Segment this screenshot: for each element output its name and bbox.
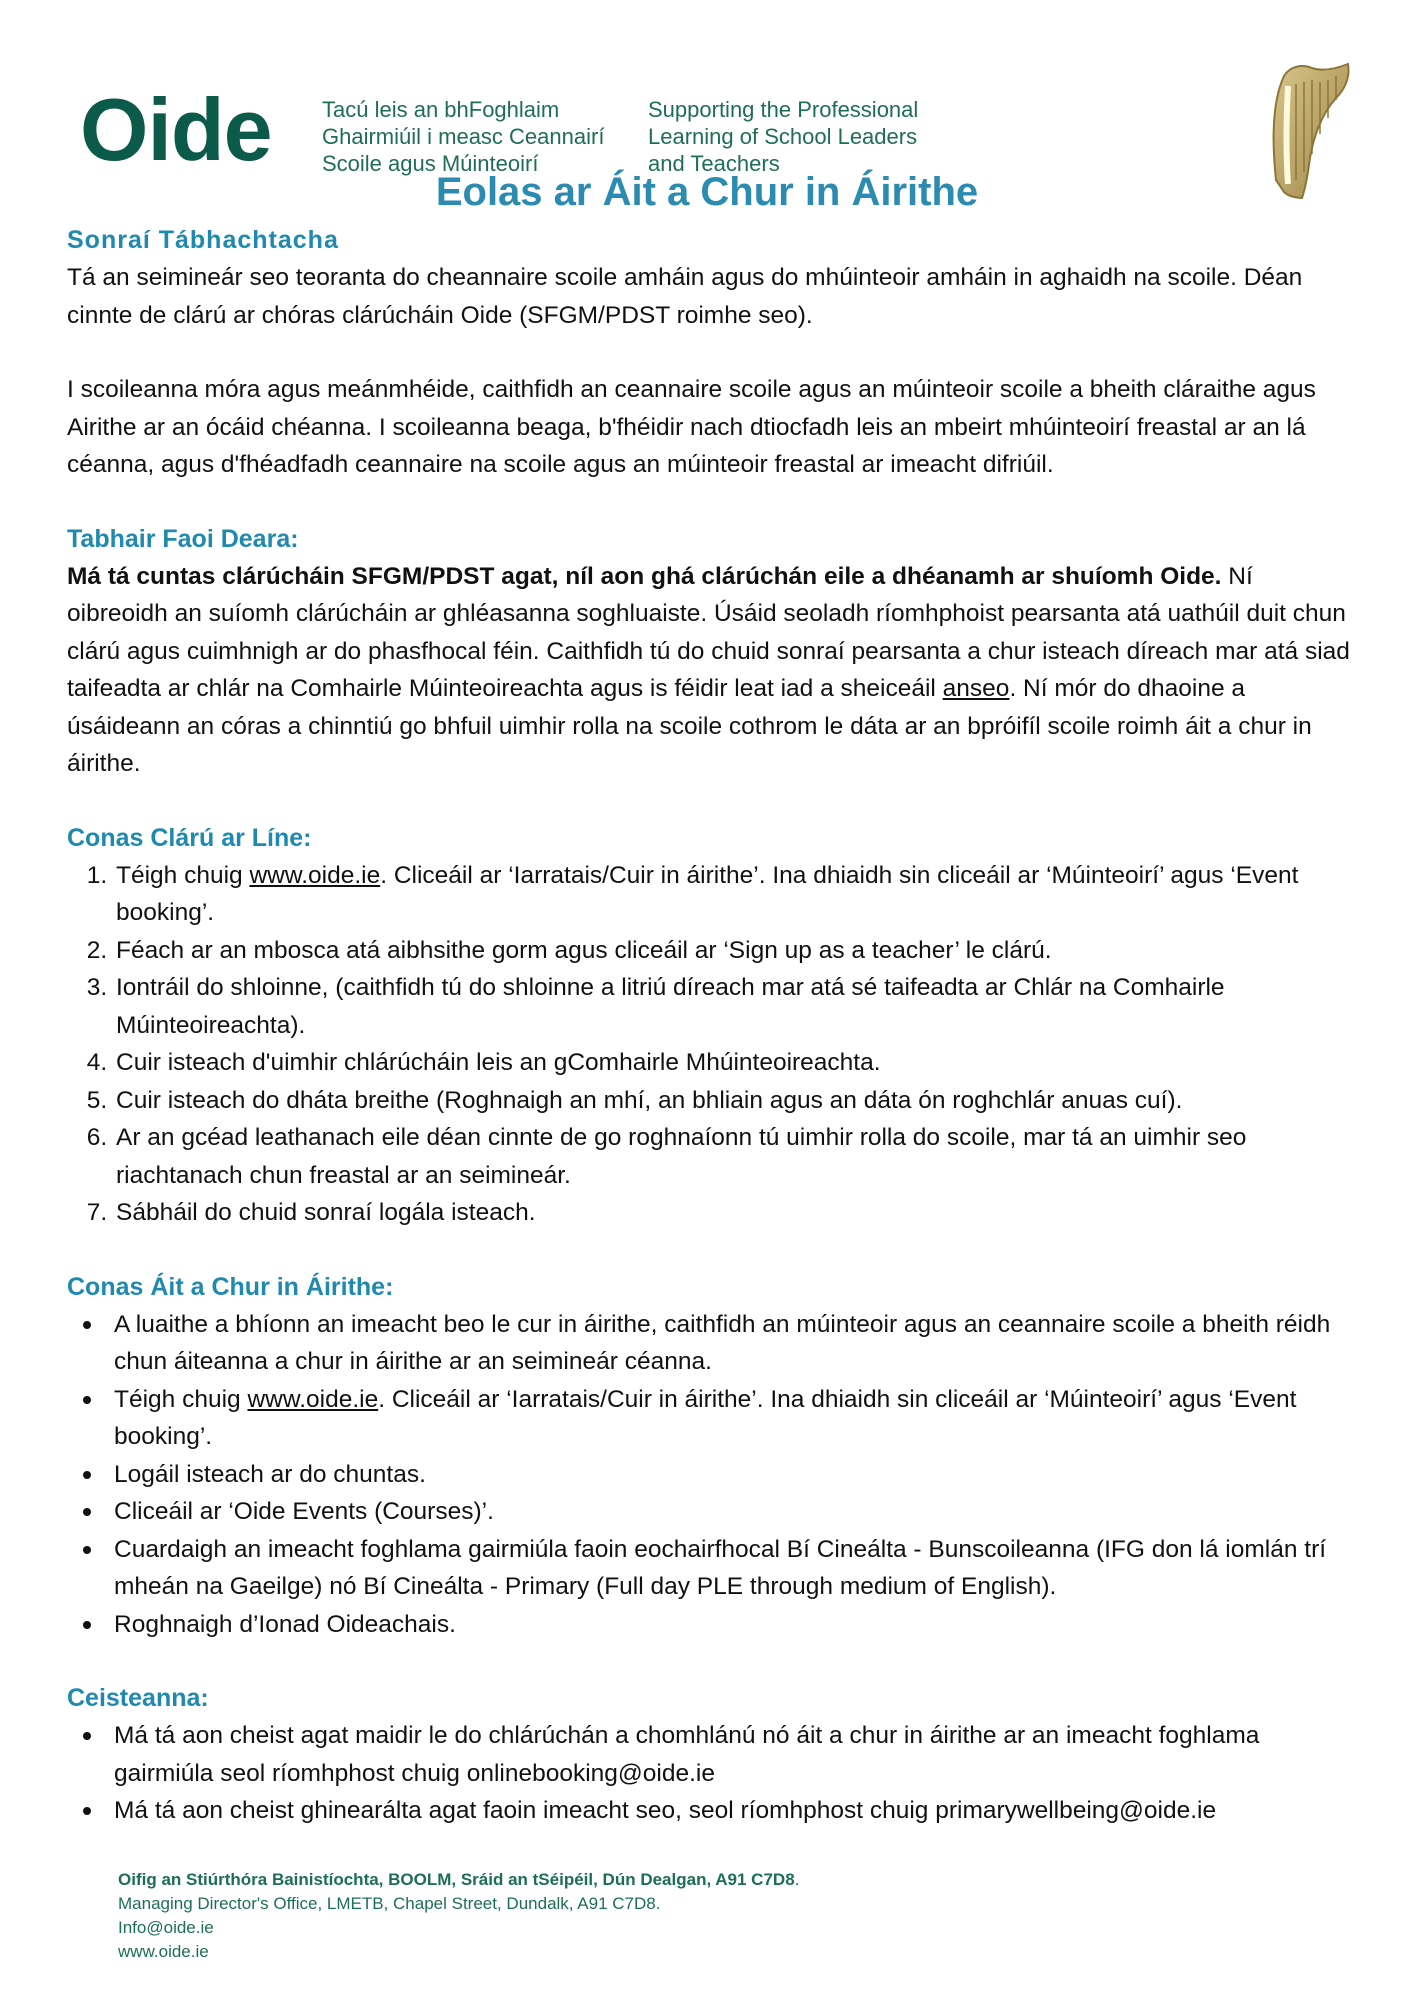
section-heading-important: Sonraí Tábhachtacha bbox=[67, 226, 339, 254]
footer-email[interactable]: Info@oide.ie bbox=[118, 1918, 214, 1937]
section-heading-questions: Ceisteanna: bbox=[67, 1684, 209, 1712]
register-steps-list bbox=[67, 857, 1357, 1232]
footer-address-english: Managing Director's Office, LMETB, Chapel Street, Dundalk, A91 C7D8. bbox=[118, 1894, 661, 1913]
step-text: Téigh chuig bbox=[116, 861, 250, 889]
footer-punct: . bbox=[794, 1870, 800, 1889]
anseo-link[interactable]: anseo bbox=[942, 675, 1010, 702]
list-item: 5. Cuir isteach do dháta breithe (Roghnaigh an mhí, an bhliain agus an dáta ón roghchlár anuas cuí). bbox=[114, 1082, 1357, 1120]
page-title: Eolas ar Áit a Chur in Áirithe bbox=[435, 170, 979, 214]
tagline-english-line: Supporting the Professional bbox=[648, 97, 919, 122]
questions-list bbox=[67, 1717, 1357, 1830]
section-heading-register: Conas Clárú ar Líne: bbox=[67, 823, 312, 852]
list-item bbox=[114, 1381, 1357, 1456]
footer-website[interactable]: www.oide.ie bbox=[118, 1942, 209, 1961]
section-heading-note: Tabhair Faoi Deara: bbox=[67, 524, 299, 553]
list-item: Cuardaigh an imeacht foghlama gairmiúla faoin eochairfhocal Bí Cineálta - Bunscoileanna (IFG don lá iomlán trí mheán na Gaeilge) nó Bí Cineálta - Primary (Full day PLE through medium of English). bbox=[114, 1531, 1357, 1606]
list-item: Má tá aon cheist ghinearálta agat faoin imeacht seo, seol ríomhphost chuig primarywellbeing@oide.ie bbox=[114, 1792, 1357, 1830]
oide-website-link[interactable]: www.oide.ie bbox=[247, 1385, 379, 1413]
paragraph: I scoileanna móra agus meánmhéide, caithfidh an ceannaire scoile agus an múinteoir scoile a bheith cláraithe agus Airithe ar an ócáid chéanna. I scoileanna beaga, b'fhéidir nach dtiocfadh leis an mbeirt mhúinteoirí freastal ar an lá céanna, agus d'fhéadfadh ceannaire na scoile agus an múinteoir freastal ar imeacht difriúil. bbox=[67, 376, 1316, 478]
footer-address bbox=[118, 1868, 799, 1964]
bold-notice: Má tá cuntas clárúcháin SFGM/PDST agat, níl aon ghá clárúchán eile a dhéanamh ar shuíomh Oide. bbox=[67, 562, 1222, 590]
note-text: . Ní mór do dhaoine a úsáideann an córas a chinntiú go bhfuil uimhir rolla na scoile cothrom le dáta ar an bpróifíl scoile roimh áit a chur in áirithe. bbox=[67, 675, 1312, 777]
oide-website-link[interactable]: www.oide.ie bbox=[249, 861, 381, 889]
oide-logo: Oide bbox=[80, 80, 272, 179]
list-item: 7. Sábháil do chuid sonraí logála isteach. bbox=[114, 1194, 1357, 1232]
note-paragraph bbox=[67, 558, 1357, 783]
list-item: Má tá aon cheist agat maidir le do chlárúchán a chomhlánú nó áit a chur in áirithe ar an imeacht foghlama gairmiúla seol ríomhphost chuig onlinebooking@oide.ie bbox=[114, 1717, 1357, 1792]
list-item: 3. Iontráil do shloinne, (caithfidh tú do shloinne a litriú díreach mar atá sé taifeadta ar Chlár na Comhairle Múinteoireachta). bbox=[114, 969, 1357, 1044]
list-item: A luaithe a bhíonn an imeacht beo le cur in áirithe, caithfidh an múinteoir agus an ceannaire scoile a bheith réidh chun áiteanna a chur in áirithe ar an seimineár céanna. bbox=[114, 1306, 1357, 1381]
step-text: . Cliceáil ar ‘Iarratais/Cuir in áirithe’. Ina dhiaidh sin cliceáil ar ‘Múinteoirí’ agus ‘Event booking’. bbox=[114, 1385, 1297, 1450]
tagline-english bbox=[648, 96, 918, 177]
footer-address-irish: Oifig an Stiúrthóra Bainistíochta, BOOLM, Sráid an tSéipéil, Dún Dealgan, A91 C7D8 bbox=[118, 1870, 795, 1889]
section-heading-booking: Conas Áit a Chur in Áirithe: bbox=[67, 1272, 394, 1301]
list-item: Logáil isteach ar do chuntas. bbox=[114, 1456, 1357, 1494]
list-item: 4. Cuir isteach d'uimhir chlárúcháin leis an gComhairle Mhúinteoireachta. bbox=[114, 1044, 1357, 1082]
tagline-english-line: Learning of School Leaders bbox=[648, 124, 918, 149]
list-item: Roghnaigh d’Ionad Oideachais. bbox=[114, 1606, 1357, 1644]
list-item: 2. Féach ar an mbosca atá aibhsithe gorm agus cliceáil ar ‘Sign up as a teacher’ le clárú. bbox=[114, 932, 1357, 970]
booking-steps-list bbox=[67, 1306, 1357, 1644]
tagline-irish-line: Scoile agus Múinteoirí bbox=[322, 151, 539, 176]
list-item: 6. Ar an gcéad leathanach eile déan cinnte de go roghnaíonn tú uimhir rolla do scoile, mar tá an uimhir seo riachtanach chun freastal ar an seimineár. bbox=[114, 1119, 1357, 1194]
paragraph: Tá an seimineár seo teoranta do cheannaire scoile amháin agus do mhúinteoir amháin in aghaidh na scoile. Déan cinnte de clárú ar chóras clárúcháin Oide (SFGM/PDST roimhe seo). bbox=[67, 264, 1303, 329]
step-text: . Cliceáil ar ‘Iarratais/Cuir in áirithe’. Ina dhiaidh sin cliceáil ar ‘Múinteoirí’ agus ‘Event booking’. bbox=[116, 861, 1299, 926]
list-item bbox=[114, 857, 1357, 932]
step-text: Téigh chuig bbox=[114, 1385, 248, 1413]
tagline-irish bbox=[322, 96, 604, 177]
document-body bbox=[67, 222, 1357, 1830]
tagline-english-line: and Teachers bbox=[648, 151, 780, 176]
note-text: Ní oibreoidh an suíomh clárúcháin ar ghléasanna soghluaiste. Úsáid seoladh ríomhphoist pearsanta atá uathúil duit chun clárú agus cuimhnigh ar do phasfhocal féin. Caithfidh tú do chuid sonraí pearsanta a chur isteach díreach mar atá siad taifeadta ar chlár na Comhairle Múinteoireachta agus is féidir leat iad a sheiceáil bbox=[67, 562, 1350, 702]
tagline-irish-line: Tacú leis an bhFoghlaim bbox=[322, 97, 560, 122]
list-item: Cliceáil ar ‘Oide Events (Courses)’. bbox=[114, 1493, 1357, 1531]
tagline-irish-line: Ghairmiúil i measc Ceannairí bbox=[322, 124, 605, 149]
